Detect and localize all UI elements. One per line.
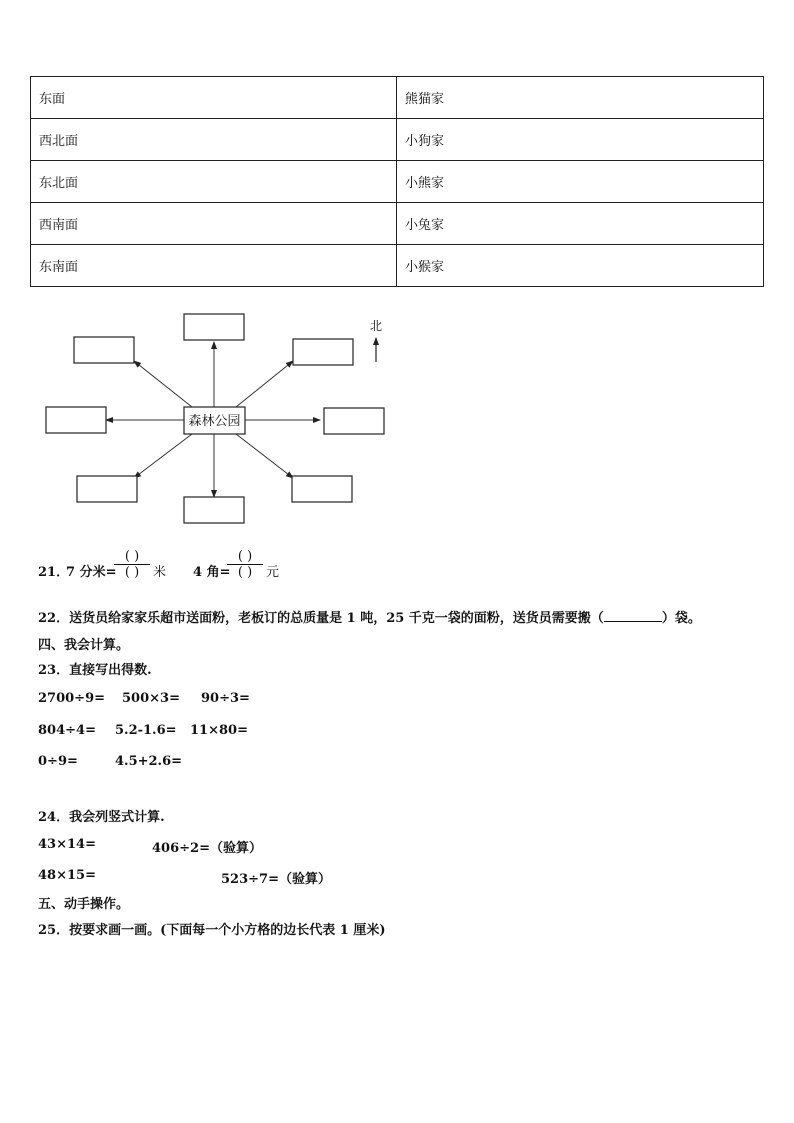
table-row — [31, 119, 764, 161]
q23-item: 4.5+2.6= — [115, 754, 183, 769]
section-5-heading: 五、动手操作。 — [38, 897, 130, 912]
table-row — [31, 245, 764, 287]
fraction-denominator: ( ) — [227, 564, 263, 580]
q23-item: 500×3= — [122, 691, 180, 706]
q21-fraction-1 — [114, 549, 150, 580]
q21-part2-unit: 元 — [266, 565, 280, 580]
q25: 25．按要求画一画。(下面每一个小方格的边长代表 1 厘米) — [38, 923, 386, 938]
box-east — [324, 408, 384, 434]
q24-title: 24．我会列竖式计算. — [38, 810, 165, 825]
answer-blank[interactable] — [604, 610, 662, 622]
q23-item: 90÷3= — [201, 691, 250, 706]
direction-cell: 东南面 — [31, 245, 397, 287]
home-cell: 小兔家 — [397, 203, 764, 245]
arrow-southeast — [236, 434, 293, 478]
direction-table — [30, 76, 764, 287]
direction-cell: 西南面 — [31, 203, 397, 245]
direction-cell: 东面 — [31, 77, 397, 119]
section-4-heading: 四、我会计算。 — [38, 638, 130, 653]
q23-item: 804÷4= — [38, 723, 96, 738]
box-southwest — [77, 476, 137, 502]
q21-fraction-2 — [227, 549, 263, 580]
q23-item: 11×80= — [190, 723, 248, 738]
north-label: 北 — [369, 319, 383, 333]
table-row — [31, 203, 764, 245]
center-label: 森林公园 — [188, 414, 241, 429]
q24-item: 523÷7=（验算） — [221, 872, 331, 887]
arrow-northwest — [134, 361, 192, 407]
q22 — [38, 607, 701, 626]
direction-diagram — [0, 300, 420, 535]
box-northeast — [293, 339, 353, 365]
q21-part2-prefix: 4 角= — [193, 565, 231, 580]
q23-item: 5.2-1.6= — [115, 723, 177, 738]
fraction-numerator: ( ) — [124, 549, 140, 564]
fraction-denominator: ( ) — [114, 564, 150, 580]
q21-part1-prefix: 7 分米= — [66, 565, 117, 580]
box-northwest — [74, 337, 134, 363]
q22-text-before: 22．送货员给家家乐超市送面粉，老板订的总质量是 1 吨，25 千克一袋的面粉，送货员需要搬（ — [38, 611, 604, 626]
q22-text-after: ）袋。 — [661, 611, 701, 626]
q21-number: 21． — [38, 565, 70, 580]
box-south — [184, 497, 244, 523]
arrow-southwest — [134, 434, 192, 478]
arrow-northeast — [236, 361, 293, 407]
fraction-numerator: ( ) — [237, 549, 253, 564]
direction-cell: 东北面 — [31, 161, 397, 203]
q24-item: 48×15= — [38, 868, 96, 883]
box-southeast — [292, 476, 352, 502]
table-row — [31, 161, 764, 203]
table-row — [31, 77, 764, 119]
q24-item: 43×14= — [38, 837, 96, 852]
box-west — [46, 407, 106, 433]
home-cell: 小熊家 — [397, 161, 764, 203]
home-cell: 小猴家 — [397, 245, 764, 287]
q23-title: 23．直接写出得数. — [38, 663, 152, 678]
q23-item: 2700÷9= — [38, 691, 106, 706]
home-cell: 熊猫家 — [397, 77, 764, 119]
q24-item: 406÷2=（验算） — [152, 841, 262, 856]
home-cell: 小狗家 — [397, 119, 764, 161]
direction-cell: 西北面 — [31, 119, 397, 161]
box-north — [184, 314, 244, 340]
q23-item: 0÷9= — [38, 754, 78, 769]
q21-part1-unit: 米 — [153, 565, 167, 580]
